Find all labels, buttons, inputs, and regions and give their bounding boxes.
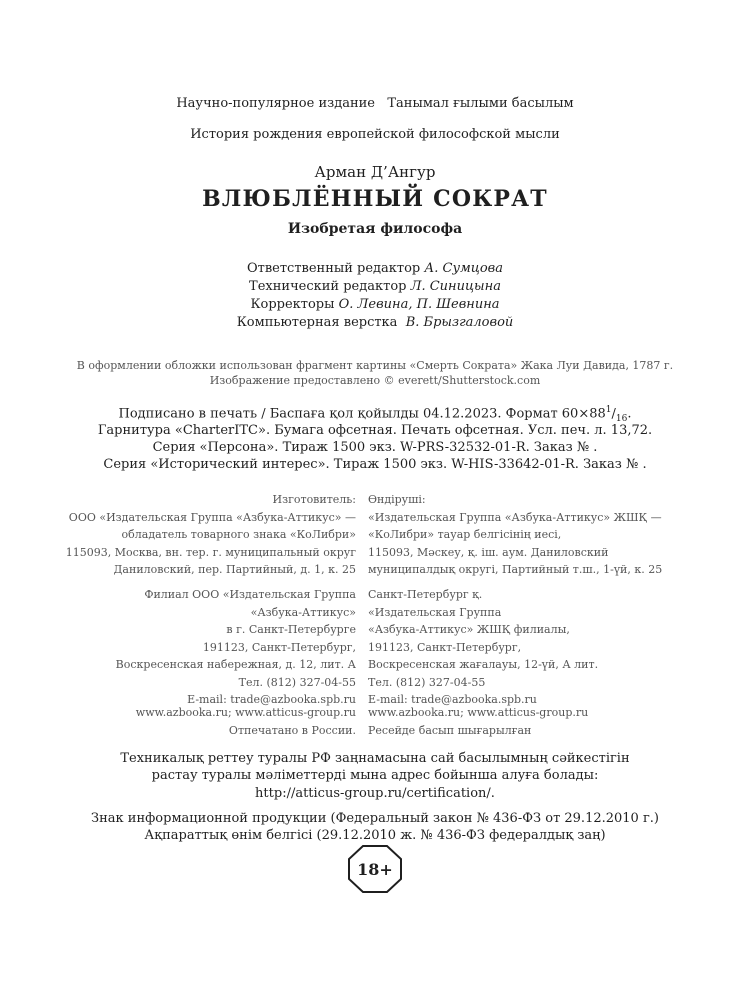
certification-line: Техникалық реттеу туралы РФ заңнамасына сай басылымның сәйкестігін xyxy=(120,751,630,766)
format-denominator: 16 xyxy=(615,413,628,424)
manufacturer-kz-line: Өндіруші: xyxy=(368,493,426,506)
manufacturer-ru xyxy=(0,491,356,579)
web-ru-line: Отпечатано в России. xyxy=(228,723,356,737)
manufacturer-kz-line: «Издательская Группа «Азбука-Аттикус» ЖШҚ — xyxy=(368,510,662,524)
credit-line xyxy=(0,297,750,312)
branch-kz-line: 191123, Санкт-Петербург, xyxy=(368,640,522,654)
branch-ru-line: Филиал ООО «Издательская Группа xyxy=(144,588,356,601)
print-info-line: Серия «Исторический интерес». Тираж 1500 экз. W-HIS-33642-01-R. Заказ № . xyxy=(103,457,647,472)
credit-names: Л. Синицына xyxy=(410,279,501,294)
manufacturer-ru-line: 115093, Москва, вн. тер. г. муниципальный округ xyxy=(65,545,356,559)
credit-names: А. Сумцова xyxy=(424,261,503,276)
info-sign-ru: Знак информационной продукции (Федеральный закон № 436-ФЗ от 29.12.2010 г.) xyxy=(91,811,659,826)
print-info-line: Серия «Персона». Тираж 1500 экз. W-PRS-32532-01-R. Заказ № . xyxy=(152,440,598,455)
edition-kz: Танымал ғылыми басылым xyxy=(387,96,574,111)
branch-kz-line: Воскресенская жағалауы, 12-үй, А лит. xyxy=(368,658,599,671)
web-kz-line: www.azbooka.ru; www.atticus-group.ru xyxy=(368,706,589,719)
manufacturer-ru-line: Даниловский, пер. Партийный, д. 1, к. 25 xyxy=(113,563,356,576)
credit-line xyxy=(0,315,750,330)
credit-role: Ответственный редактор xyxy=(247,261,421,276)
manufacturer-ru-line: ООО «Издательская Группа «Азбука-Аттикус» — xyxy=(68,510,356,524)
manufacturer-ru-line: обладатель товарного знака «КоЛибри» xyxy=(121,528,356,541)
age-rating-text: 18+ xyxy=(357,859,393,879)
manufacturer-kz-line: «КоЛибри» тауар белгісінің иесі, xyxy=(368,528,562,541)
print-info-line: Гарнитура «CharterITC». Бумага офсетная. Печать офсетная. Усл. печ. л. 13,72. xyxy=(97,423,653,438)
book-title: ВЛЮБЛЁННЫЙ СОКРАТ xyxy=(202,186,548,212)
credit-names: В. Брызгаловой xyxy=(405,315,514,330)
web-kz xyxy=(368,704,708,739)
web-ru xyxy=(0,704,356,739)
info-sign-kz: Ақпараттық өнім белгісі (29.12.2010 ж. № 436-ФЗ федералдық заң) xyxy=(144,828,606,843)
branch-ru-line: Тел. (812) 327-04-55 xyxy=(238,675,356,689)
branch-ru-line: Воскресенская набережная, д. 12, лит. А xyxy=(115,658,356,671)
edition-ru: Научно-популярное издание xyxy=(176,96,375,111)
branch-kz-line: «Азбука-Аттикус» ЖШҚ филиалы, xyxy=(368,623,570,636)
cover-note-line: В оформлении обложки использован фрагмент картины «Смерть Сократа» Жака Луи Давида, 1787 г. xyxy=(76,359,674,372)
branch-kz xyxy=(368,586,708,709)
credit-role: Компьютерная верстка xyxy=(236,315,398,330)
format-numerator: 1 xyxy=(605,405,612,415)
branch-ru-line: в г. Санкт-Петербурге xyxy=(226,623,356,636)
print-info-end: . xyxy=(627,406,632,422)
web-ru-line: www.azbooka.ru; www.atticus-group.ru xyxy=(135,706,356,719)
age-rating-badge xyxy=(347,844,403,894)
branch-kz-line: «Издательская Группа xyxy=(368,605,502,619)
branch-ru-line: 191123, Санкт-Петербург, xyxy=(202,640,356,654)
manufacturer-kz xyxy=(368,491,708,579)
branch-kz-line: E-mail: trade@azbooka.spb.ru xyxy=(368,693,537,706)
credit-line xyxy=(0,279,750,294)
branch-ru-line: «Азбука-Аттикус» xyxy=(250,605,356,619)
print-info-text: Подписано в печать / Баспаға қол қойылды 04.12.2023. Формат 60×88 xyxy=(118,406,606,422)
series-title: История рождения европейской философской мысли xyxy=(190,127,560,142)
web-kz-line: Ресейде басып шығарылған xyxy=(368,723,532,737)
manufacturer-kz-line: муниципалдық округі, Партийный т.ш., 1-үй, к. 25 xyxy=(368,563,663,576)
manufacturer-ru-line: Изготовитель: xyxy=(272,493,356,506)
certification-line: растау туралы мәліметтерді мына адрес бойынша алуға болады: xyxy=(151,768,599,783)
credit-role: Корректоры xyxy=(250,297,335,312)
branch-kz-line: Тел. (812) 327-04-55 xyxy=(368,675,486,689)
manufacturer-kz-line: 115093, Мәскеу, қ. іш. аум. Даниловский xyxy=(368,545,609,559)
certification-url: http://atticus-group.ru/certification/. xyxy=(255,786,495,801)
edition-line xyxy=(0,96,750,111)
book-subtitle: Изобретая философа xyxy=(287,221,463,237)
credit-names: О. Левина, П. Шевнина xyxy=(338,297,500,312)
print-info-line: Подписано в печать / Баспаға қол қойылды 04.12.2023. Формат $60\times 88^1/_{16}$. xyxy=(118,405,632,424)
branch-ru-line: E-mail: trade@azbooka.spb.ru xyxy=(187,693,356,706)
book-author: Арман Д’Ангур xyxy=(314,163,436,181)
cover-note-line: Изображение предоставлено © everett/Shutterstock.com xyxy=(209,374,541,387)
branch-kz-line: Санкт-Петербург қ. xyxy=(368,588,483,601)
branch-ru xyxy=(0,586,356,709)
credit-line xyxy=(0,261,750,276)
credit-role: Технический редактор xyxy=(249,279,407,294)
